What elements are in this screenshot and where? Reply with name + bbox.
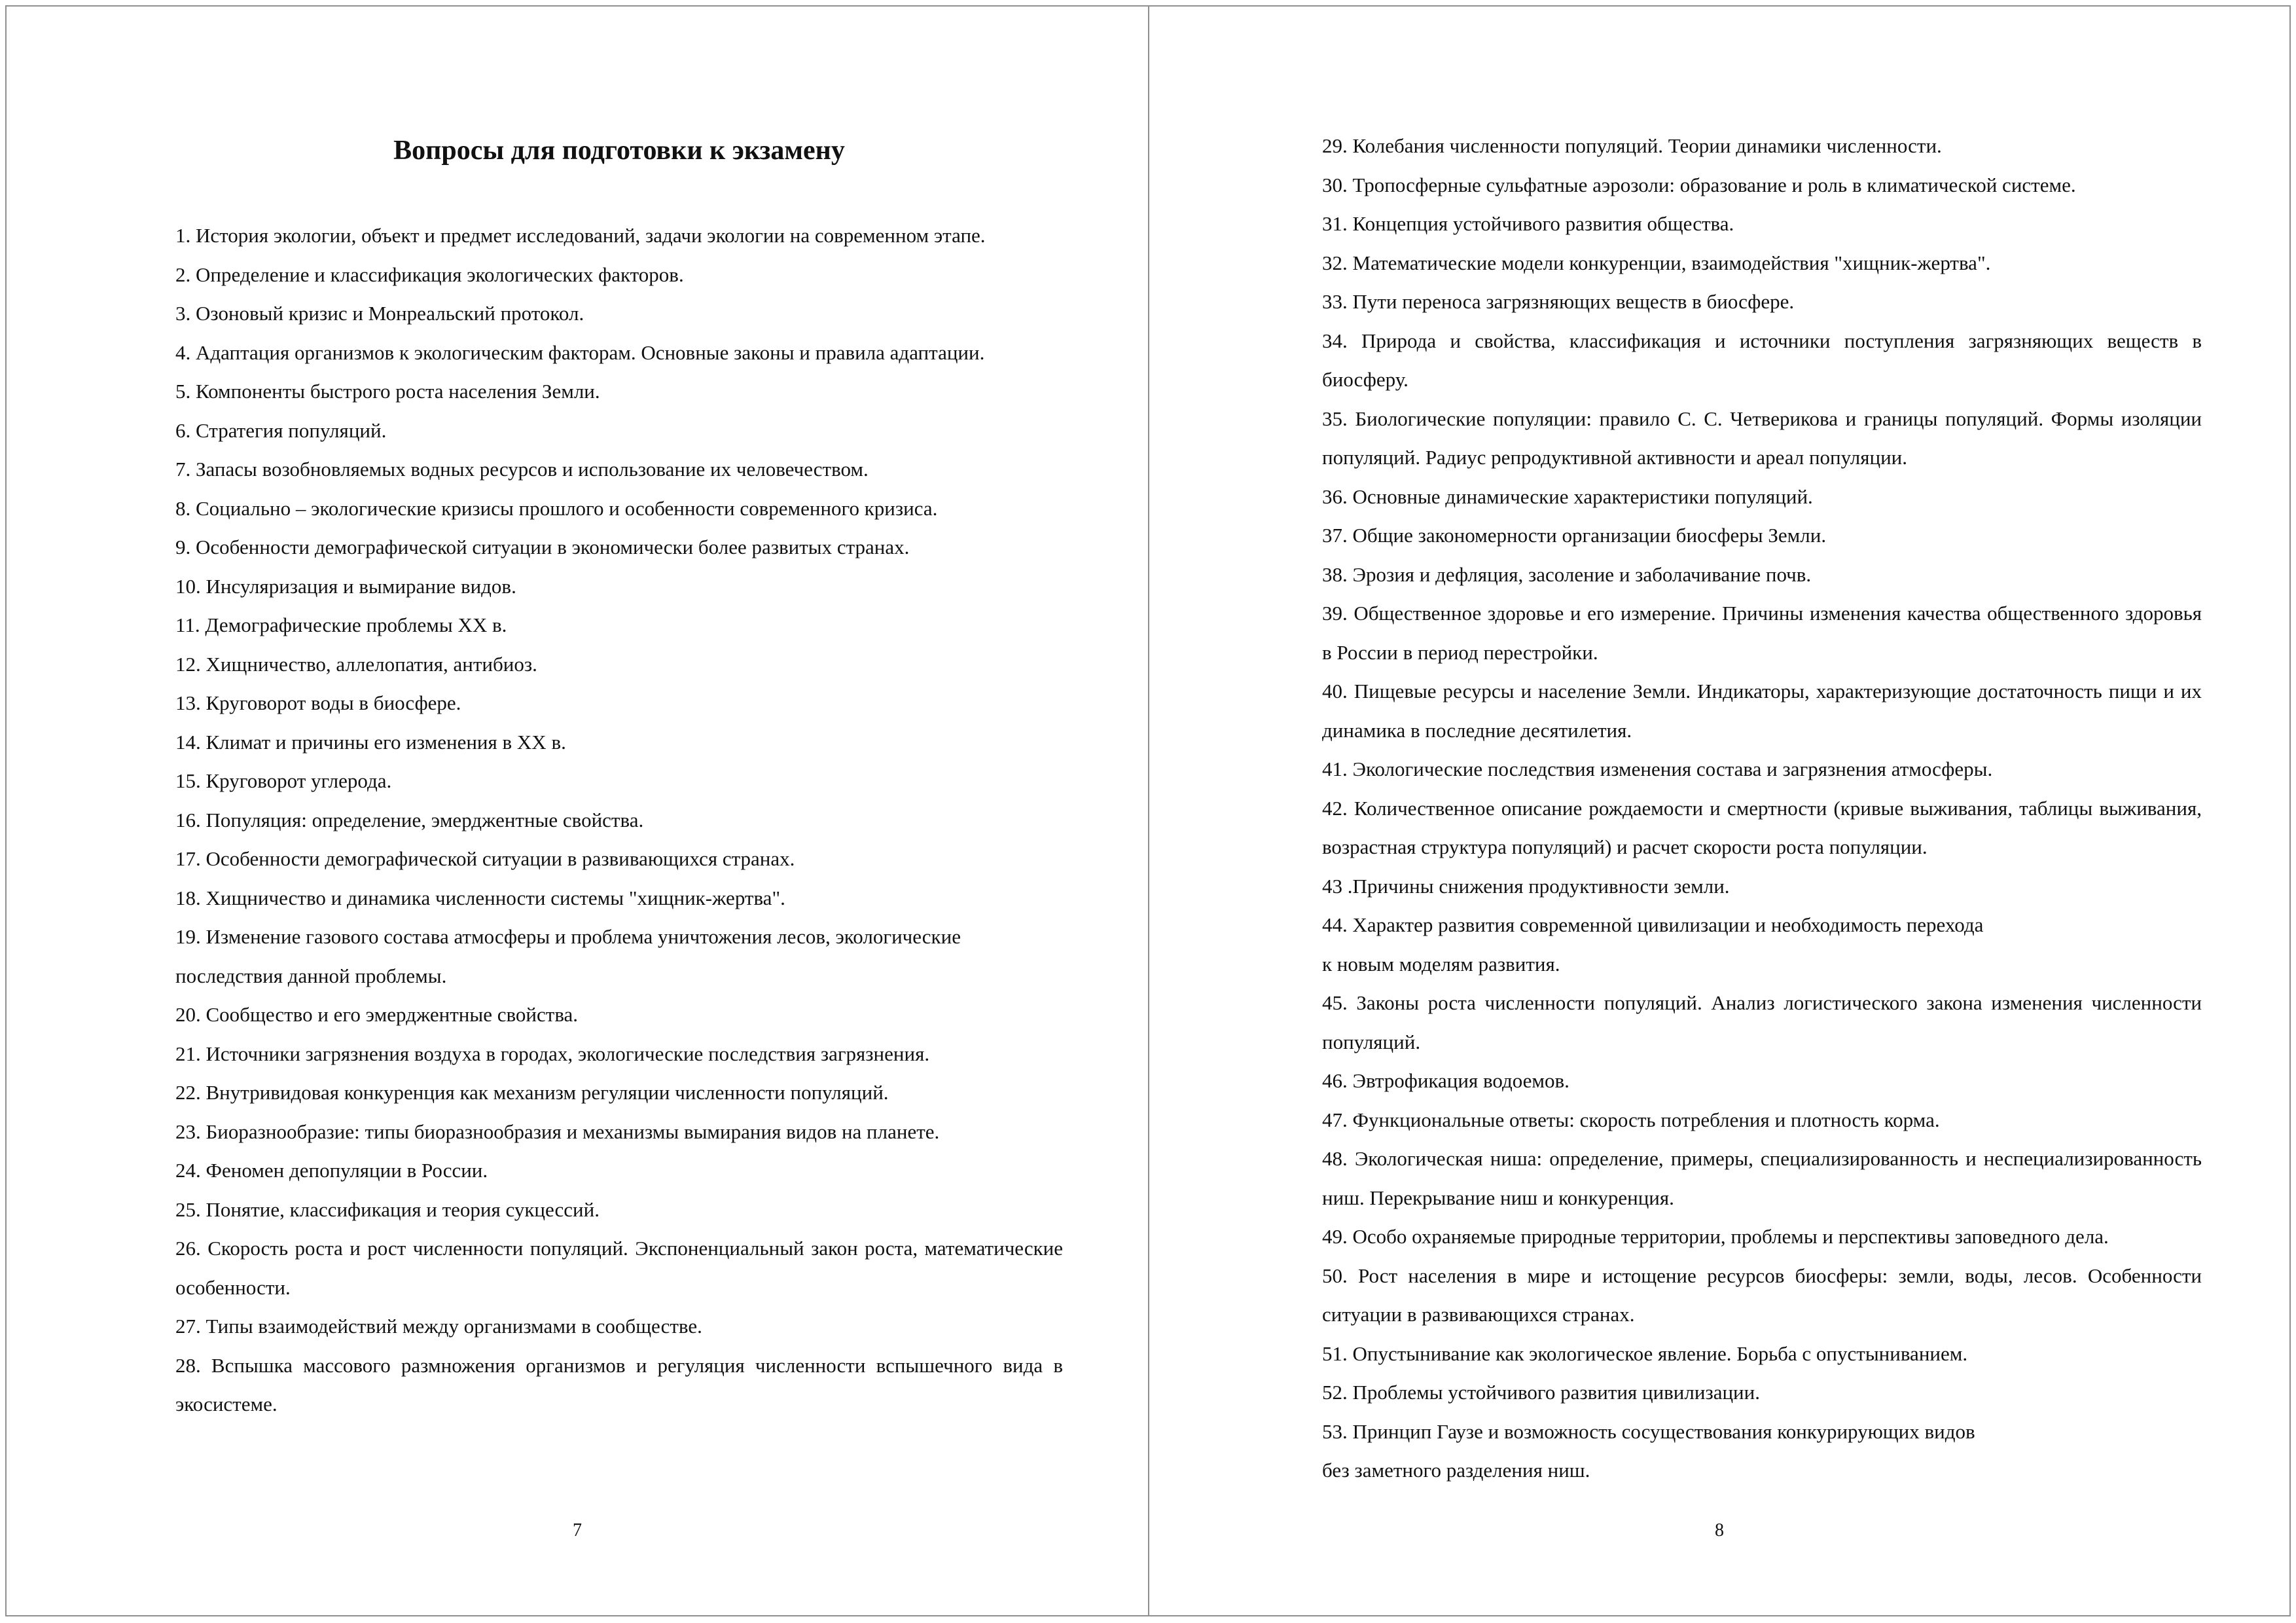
question-item: 9. Особенности демографической ситуации в экономически более развитых странах. bbox=[175, 536, 910, 558]
question-item: 4. Адаптация организмов к экологическим факторам. Основные законы и правила адаптации. bbox=[175, 340, 985, 364]
question-item: 48. Экологическая ниша: определение, примеры, специализированность и неспециализированность ниш. Перекрывание ниш и конкуренция. bbox=[1322, 1147, 2202, 1209]
question-item: 40. Пищевые ресурсы и население Земли. Индикаторы, характеризующие достаточность пищи и их динамика в последние десятилетия. bbox=[1322, 680, 2202, 742]
question-item: 22. Внутривидовая конкуренция как механизм регуляции численности популяций. bbox=[175, 1081, 889, 1104]
question-item: 50. Рост населения в мире и истощение ресурсов биосферы: земли, воды, лесов. Особенности ситуации в развивающихся странах. bbox=[1322, 1264, 2202, 1326]
question-item: 53. Принцип Гаузе и возможность сосуществования конкурирующих видов bbox=[1322, 1419, 1975, 1443]
question-item: 3. Озоновый кризис и Монреальский протокол. bbox=[175, 302, 584, 325]
question-list-right bbox=[1322, 126, 2202, 1490]
question-item: 49. Особо охраняемые природные территории, проблемы и перспективы заповедного дела. bbox=[1322, 1225, 2109, 1248]
question-item: 8. Социально – экологические кризисы прошлого и особенности современного кризиса. bbox=[175, 496, 938, 520]
question-item: 44. Характер развития современной цивилизации и необходимость перехода bbox=[1322, 913, 1984, 936]
question-item: 14. Климат и причины его изменения в XX в. bbox=[175, 730, 566, 754]
question-item: 31. Концепция устойчивого развития общества. bbox=[1322, 212, 1734, 235]
question-item: 33. Пути переноса загрязняющих веществ в биосфере. bbox=[1322, 290, 1795, 313]
question-item: 43 .Причины снижения продуктивности земли. bbox=[1322, 874, 1730, 898]
page-number: 8 bbox=[1715, 1520, 1724, 1541]
question-item: 34. Природа и свойства, классификация и источники поступления загрязняющих веществ в биосферу. bbox=[1322, 329, 2202, 391]
question-item: 23. Биоразнообразие: типы биоразнообразия и механизмы вымирания видов на планете. bbox=[175, 1120, 940, 1143]
question-item: 2. Определение и классификация экологических факторов. bbox=[175, 263, 684, 286]
question-item: 7. Запасы возобновляемых водных ресурсов и использование их человечеством. bbox=[175, 458, 869, 481]
question-item: 6. Стратегия популяций. bbox=[175, 418, 387, 442]
question-item: 35. Биологические популяции: правило С. С. Четверикова и границы популяций. Формы изоляции популяций. Радиус репродуктивной активности и ареал популяции. bbox=[1322, 407, 2202, 469]
question-item: 41. Экологические последствия изменения состава и загрязнения атмосферы. bbox=[1322, 757, 1993, 780]
question-item: 28. Вспышка массового размножения организмов и регуляция численности вспышечного вида в экосистеме. bbox=[175, 1353, 1063, 1415]
question-item: 38. Эрозия и дефляция, засоление и заболачивание почв. bbox=[1322, 562, 1812, 586]
question-item: 18. Хищничество и динамика численности системы "хищник-жертва". bbox=[175, 886, 785, 909]
question-item: 26. Скорость роста и рост численности популяций. Экспоненциальный закон роста, математические особенности. bbox=[175, 1237, 1063, 1299]
question-item: 27. Типы взаимодействий между организмами в сообществе. bbox=[175, 1315, 702, 1338]
question-item: 39. Общественное здоровье и его измерение. Причины изменения качества общественного здоровья в России в период перестройки. bbox=[1322, 602, 2202, 664]
question-item: 42. Количественное описание рождаемости и смертности (кривые выживания, таблицы выживания, возрастная структура популяций) и расчет скорости роста популяции. bbox=[1322, 796, 2202, 858]
question-item: 47. Функциональные ответы: скорость потребления и плотность корма. bbox=[1322, 1108, 1940, 1131]
question-item: 19. Изменение газового состава атмосферы и проблема уничтожения лесов, экологические последствия данной проблемы. bbox=[175, 925, 961, 987]
question-item: 16. Популяция: определение, эмерджентные свойства. bbox=[175, 808, 644, 831]
question-item-continuation: без заметного разделения ниш. bbox=[1322, 1459, 1590, 1482]
question-item: 17. Особенности демографической ситуации в развивающихся странах. bbox=[175, 847, 795, 870]
question-item: 11. Демографические проблемы XX в. bbox=[175, 613, 507, 636]
question-item: 13. Круговорот воды в биосфере. bbox=[175, 691, 461, 714]
question-item: 29. Колебания численности популяций. Теории динамики численности. bbox=[1322, 134, 1942, 157]
page-number: 7 bbox=[573, 1520, 582, 1541]
question-item: 21. Источники загрязнения воздуха в городах, экологические последствия загрязнения. bbox=[175, 1042, 930, 1065]
question-item: 20. Сообщество и его эмерджентные свойства. bbox=[175, 1003, 579, 1026]
question-item: 30. Тропосферные сульфатные аэрозоли: образование и роль в климатической системе. bbox=[1322, 173, 2076, 196]
question-item: 12. Хищничество, аллелопатия, антибиоз. bbox=[175, 652, 537, 676]
question-list-left bbox=[175, 216, 1063, 1424]
question-item: 15. Круговорот углерода. bbox=[175, 769, 392, 792]
page-left bbox=[5, 5, 1149, 1616]
page-right bbox=[1148, 5, 2291, 1616]
question-item: 51. Опустынивание как экологическое явление. Борьба с опустыниванием. bbox=[1322, 1341, 1968, 1365]
question-item: 24. Феномен депопуляции в России. bbox=[175, 1159, 488, 1182]
question-item: 52. Проблемы устойчивого развития цивилизации. bbox=[1322, 1381, 1760, 1404]
question-item: 10. Инсуляризация и вымирание видов. bbox=[175, 574, 516, 598]
question-item: 5. Компоненты быстрого роста населения Земли. bbox=[175, 380, 600, 403]
question-item: 36. Основные динамические характеристики популяций. bbox=[1322, 484, 1813, 508]
question-item: 45. Законы роста численности популяций. Анализ логистического закона изменения численности популяций. bbox=[1322, 991, 2202, 1053]
question-item-continuation: к новым моделям развития. bbox=[1322, 952, 1560, 976]
question-item: 46. Эвтрофикация водоемов. bbox=[1322, 1069, 1570, 1092]
page-title: Вопросы для подготовки к экзамену bbox=[393, 136, 845, 166]
question-item: 32. Математические модели конкуренции, взаимодействия "хищник-жертва". bbox=[1322, 251, 1991, 274]
question-item: 37. Общие закономерности организации биосферы Земли. bbox=[1322, 524, 1827, 547]
question-item: 1. История экологии, объект и предмет исследований, задачи экологии на современном этапе. bbox=[175, 224, 986, 247]
question-item: 25. Понятие, классификация и теория сукцессий. bbox=[175, 1197, 600, 1221]
